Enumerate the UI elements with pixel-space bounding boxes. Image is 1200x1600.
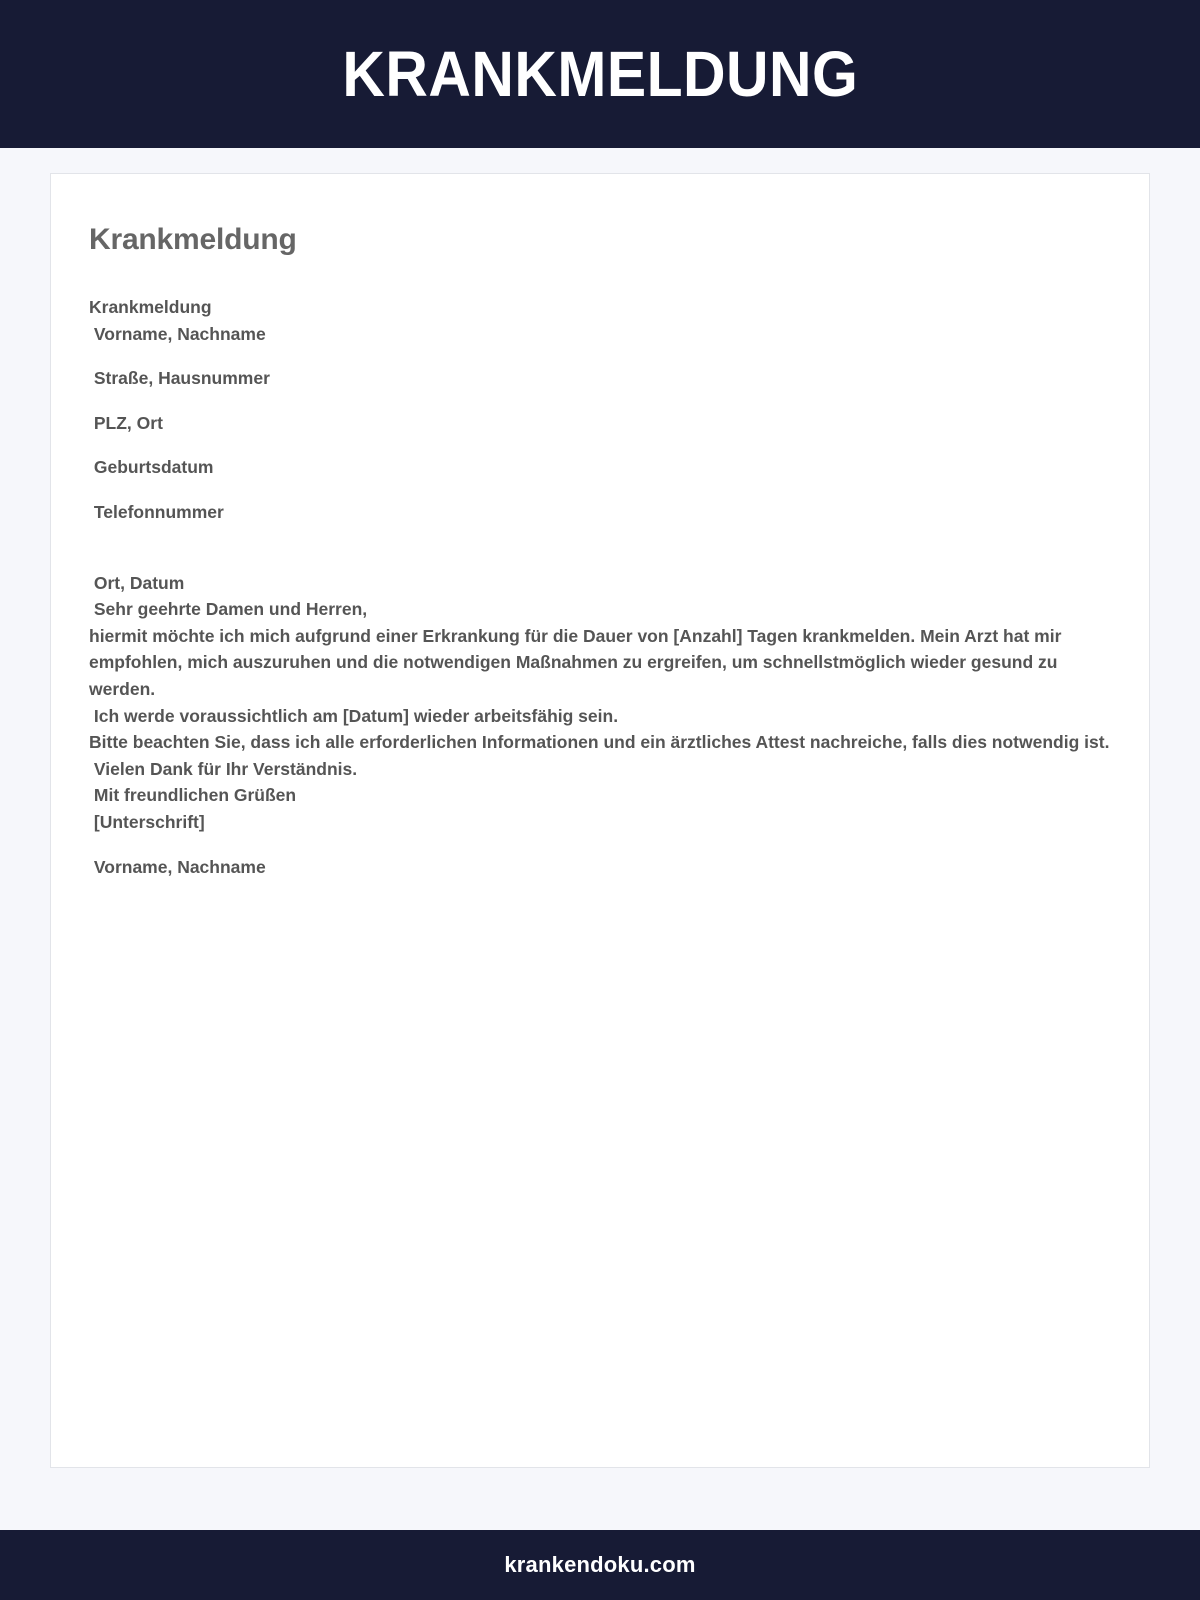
document-line: Sehr geehrte Damen und Herren,	[89, 599, 368, 620]
document-line: Vielen Dank für Ihr Verständnis.	[89, 758, 358, 779]
site-footer-domain: krankendoku.com	[504, 1552, 696, 1577]
document-signature-line: Vorname, Nachname	[89, 856, 266, 877]
document-line: Geburtsdatum	[89, 457, 214, 478]
document-line: [Unterschrift]	[89, 811, 205, 832]
document-body	[89, 294, 1111, 880]
page-banner	[0, 0, 1200, 148]
banner-title: KRANKMELDUNG	[342, 38, 858, 110]
document-heading: Krankmeldung	[89, 223, 297, 256]
document-line: Vorname, Nachname	[89, 323, 266, 344]
document-blank-line	[89, 544, 1111, 570]
document-paragraph: hiermit möchte ich mich aufgrund einer Erkrankung für die Dauer von [Anzahl] Tagen krankmelden. Mein Arzt hat mir empfohlen, mich auszuruhen und die notwendigen Maßnahmen zu ergreifen, um schnellstmöglich wieder gesund zu werden.	[89, 625, 1067, 699]
document-line: Ort, Datum	[89, 572, 185, 593]
document-line: Straße, Hausnummer	[89, 368, 270, 389]
document-page-area	[0, 148, 1200, 1468]
document-line: Ich werde voraussichtlich am [Datum] wieder arbeitsfähig sein.	[89, 705, 619, 726]
document-line: PLZ, Ort	[89, 412, 163, 433]
document-line: Telefonnummer	[89, 501, 224, 522]
document-card	[50, 173, 1150, 1468]
document-line: Krankmeldung	[89, 297, 212, 317]
site-footer	[0, 1530, 1200, 1600]
document-content	[51, 222, 1149, 880]
document-paragraph: Bitte beachten Sie, dass ich alle erforderlichen Informationen und ein ärztliches Attest nachreiche, falls dies notwendig ist.	[89, 732, 1110, 753]
document-line: Mit freundlichen Grüßen	[89, 785, 297, 806]
